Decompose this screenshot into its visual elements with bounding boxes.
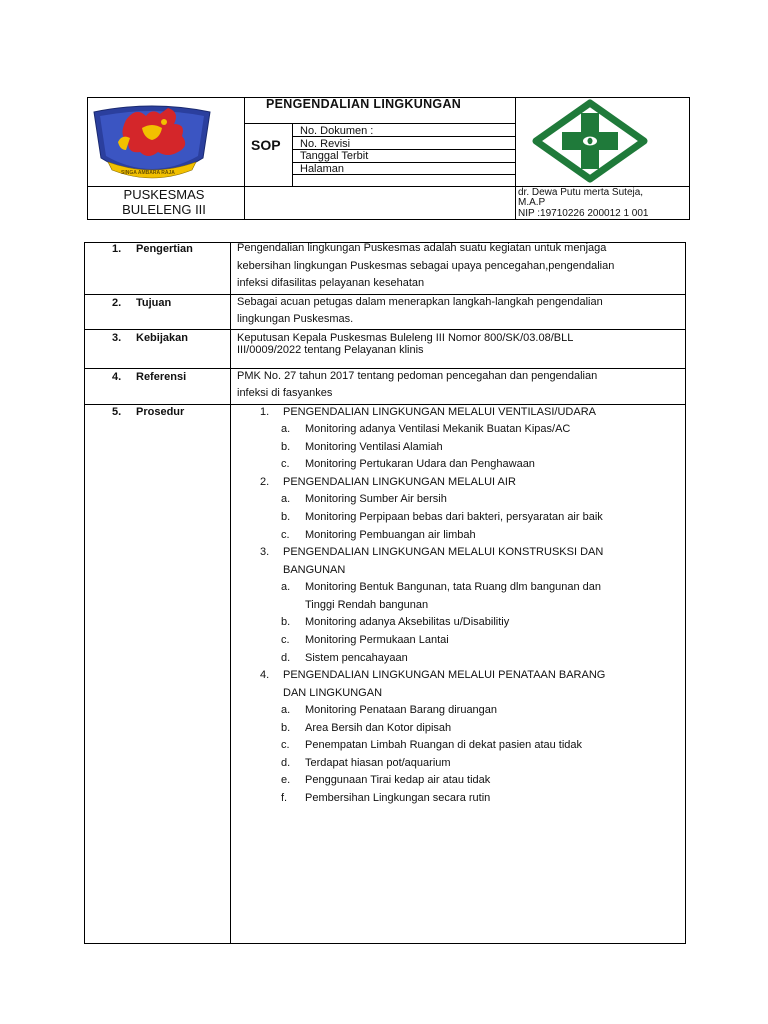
procedure-item-text: Monitoring Ventilasi Alamiah: [305, 441, 443, 453]
procedure-item-text: Penggunaan Tirai kedap air atau tidak: [305, 774, 491, 786]
procedure-item-marker: b.: [281, 722, 291, 734]
procedure-item-marker: f.: [281, 792, 288, 804]
procedure-item-marker: c.: [281, 529, 290, 541]
section-text-line: Keputusan Kepala Puskesmas Buleleng III Nomor 800/SK/03.08/BLL: [237, 332, 574, 344]
field-halaman: Halaman: [300, 163, 345, 175]
procedure-item-marker: b.: [281, 441, 291, 453]
body-left-border: [84, 242, 85, 944]
procedure-step-number: 4.: [260, 669, 270, 681]
procedure-step-heading: PENGENDALIAN LINGKUNGAN MELALUI AIR: [283, 476, 516, 488]
procedure-step-heading: BANGUNAN: [283, 564, 346, 576]
procedure-item-text: Sistem pencahayaan: [305, 652, 408, 664]
section-number: 4.: [112, 371, 122, 383]
puskesmas-cross-logo: [530, 99, 650, 183]
section-label: Prosedur: [136, 406, 185, 418]
section-text-line: PMK No. 27 tahun 2017 tentang pedoman pencegahan dan pengendalian: [237, 370, 598, 382]
procedure-item-marker: a.: [281, 423, 291, 435]
procedure-item-marker: d.: [281, 652, 291, 664]
logo-motto: SINGA AMBARA RAJA: [121, 170, 175, 176]
procedure-item-text: Terdapat hiasan pot/aquarium: [305, 757, 451, 769]
body-right-border: [685, 242, 686, 944]
section-number: 5.: [112, 406, 122, 418]
procedure-item-marker: b.: [281, 511, 291, 523]
procedure-item-text: Monitoring Penataan Barang diruangan: [305, 704, 498, 716]
section-label: Tujuan: [136, 297, 172, 309]
procedure-item-text: Monitoring Bentuk Bangunan, tata Ruang dlm bangunan dan: [305, 581, 601, 593]
procedure-step-heading: DAN LINGKUNGAN: [283, 687, 383, 699]
section-text-line: infeksi di fasyankes: [237, 387, 333, 399]
body-bottom-border: [84, 943, 686, 944]
field-no-dokumen: No. Dokumen :: [300, 125, 374, 137]
section-text-line: Sebagai acuan petugas dalam menerapkan langkah-langkah pengendalian: [237, 296, 603, 308]
row-divider-2: [84, 329, 686, 330]
procedure-item-text: Monitoring Pembuangan air limbah: [305, 529, 476, 541]
body-label-divider: [230, 242, 231, 944]
procedure-item-marker: d.: [281, 757, 291, 769]
section-text-line: infeksi difasilitas pelayanan kesehatan: [237, 277, 425, 289]
procedure-item-text: Area Bersih dan Kotor dipisah: [305, 722, 452, 734]
org-name-line1: PUSKESMAS: [123, 187, 205, 202]
section-text-line: lingkungan Puskesmas.: [237, 313, 354, 325]
procedure-item-text: Monitoring adanya Aksebilitas u/Disabilitiy: [305, 616, 510, 628]
section-label: Kebijakan: [136, 332, 188, 344]
procedure-item-text: Monitoring Pertukaran Udara dan Penghawaan: [305, 458, 535, 470]
section-number: 2.: [112, 297, 122, 309]
procedure-item-marker: a.: [281, 493, 291, 505]
header-right-border: [689, 97, 690, 220]
sop-label: SOP: [251, 137, 281, 153]
procedure-item-marker: e.: [281, 774, 291, 786]
header-title-underline: [244, 123, 516, 124]
procedure-item-text: Monitoring Perpipaan bebas dari bakteri, persyaratan air baik: [305, 511, 603, 523]
procedure-item-text: Pembersihan Lingkungan secara rutin: [305, 792, 491, 804]
procedure-item-marker: c.: [281, 634, 290, 646]
header-bottom-border: [87, 219, 690, 220]
signer-name: dr. Dewa Putu merta Suteja,: [518, 187, 644, 198]
section-text-line: III/0009/2022 tentang Pelayanan klinis: [237, 344, 424, 356]
procedure-item-text: Monitoring Sumber Air bersih: [305, 493, 447, 505]
field-no-revisi: No. Revisi: [300, 138, 351, 150]
section-text-line: kebersihan lingkungan Puskesmas sebagai upaya pencegahan,pengendalian: [237, 260, 615, 272]
signer-nip: NIP :19710226 200012 1 001: [518, 208, 649, 219]
procedure-item-text: Penempatan Limbah Ruangan di dekat pasien atau tidak: [305, 739, 583, 751]
procedure-step-number: 2.: [260, 476, 270, 488]
section-label: Referensi: [136, 371, 187, 383]
procedure-item-text: Tinggi Rendah bangunan: [305, 599, 429, 611]
procedure-item-text: Monitoring Permukaan Lantai: [305, 634, 449, 646]
header-col-divider-1: [244, 97, 245, 220]
section-number: 1.: [112, 243, 122, 255]
procedure-item-marker: a.: [281, 704, 291, 716]
procedure-step-number: 1.: [260, 406, 270, 418]
procedure-item-marker: c.: [281, 458, 290, 470]
procedure-step-heading: PENGENDALIAN LINGKUNGAN MELALUI VENTILASI/UDARA: [283, 406, 596, 418]
procedure-item-marker: a.: [281, 581, 291, 593]
org-name-line2: BULELENG III: [122, 202, 206, 217]
section-number: 3.: [112, 332, 122, 344]
procedure-step-number: 3.: [260, 546, 270, 558]
procedure-item-marker: b.: [281, 616, 291, 628]
section-text-line: Pengendalian lingkungan Puskesmas adalah suatu kegiatan untuk menjaga: [237, 242, 607, 254]
header-sop-divider: [292, 123, 293, 187]
procedure-item-text: Monitoring adanya Ventilasi Mekanik Buatan Kipas/AC: [305, 423, 571, 435]
document-title: PENGENDALIAN LINGKUNGAN: [266, 97, 462, 111]
procedure-item-marker: c.: [281, 739, 290, 751]
header-col-divider-2: [515, 97, 516, 220]
signer-title: M.A.P: [518, 197, 546, 208]
procedure-step-heading: PENGENDALIAN LINGKUNGAN MELALUI PENATAAN BARANG: [283, 669, 606, 681]
section-label: Pengertian: [136, 243, 193, 255]
procedure-step-heading: PENGENDALIAN LINGKUNGAN MELALUI KONSTRUSKSI DAN: [283, 546, 604, 558]
field-tanggal-terbit: Tanggal Terbit: [300, 150, 369, 162]
